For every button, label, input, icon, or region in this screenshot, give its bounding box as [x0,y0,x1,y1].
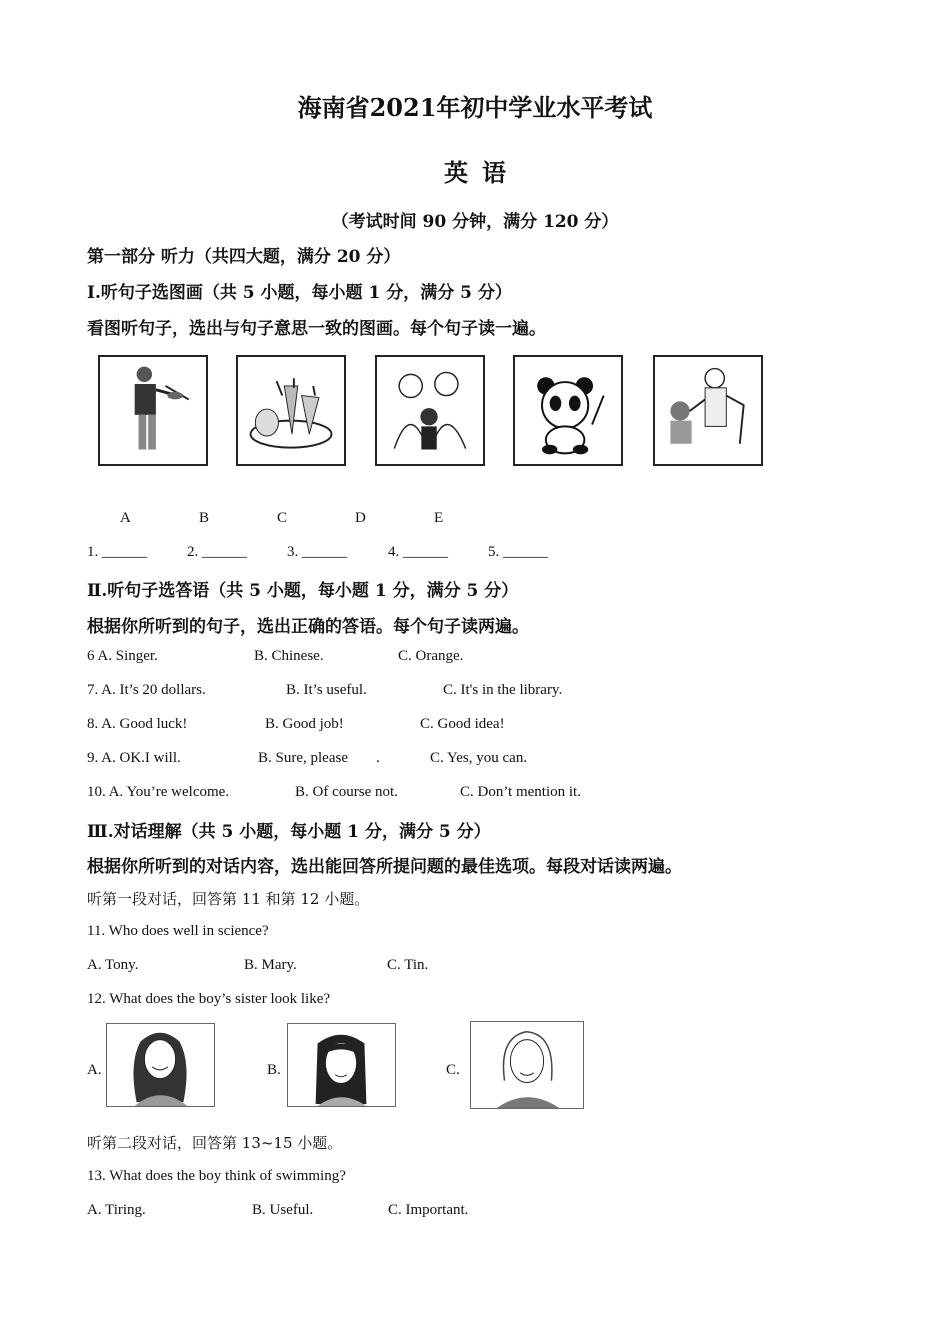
q13-option-c: C. Important. [388,1202,469,1218]
section1-heading: Ⅰ.听句子选图画（共 5 小题，每小题 1 分，满分 5 分） [87,283,512,303]
family-icon [377,357,483,464]
vegetables-icon [238,357,344,464]
q13-option-a: A. Tiring. [87,1202,146,1218]
q11-option-c: C. Tin. [387,957,429,973]
q6-option-b: B. Chinese. [254,648,324,664]
q8-option-a: 8. A. Good luck! [87,716,188,732]
q12-stem: 12. What does the boy’s sister look like? [87,991,331,1007]
q6-option-c: C. Orange. [398,648,464,664]
picture-label-e: E [434,510,444,526]
picture-label-b: B [199,510,210,526]
q6-option-a: 6 A. Singer. [87,648,158,664]
q9-option-c: C. Yes, you can. [430,750,528,766]
panda-icon [515,357,621,464]
answer-blank-4[interactable]: 4. ______ [388,544,448,560]
picture-a [98,355,208,466]
q13-option-b: B. Useful. [252,1202,314,1218]
dentist-icon [655,357,761,464]
section2-heading: Ⅱ.听句子选答语（共 5 小题，每小题 1 分，满分 5 分） [87,581,519,601]
picture-c [375,355,485,466]
q10-option-a: 10. A. You’re welcome. [87,784,230,800]
q13-stem: 13. What does the boy think of swimming? [87,1168,346,1184]
q12-picture-c [470,1021,584,1109]
picture-b [236,355,346,466]
q11-option-b: B. Mary. [244,957,297,973]
q9-option-b-period: . [376,750,380,766]
long-straight-hair-girl-icon [288,1024,395,1106]
picture-label-d: D [355,510,366,526]
picture-label-a: A [120,510,131,526]
picture-label-c: C [277,510,288,526]
q12-picture-a [106,1023,215,1107]
q11-option-a: A. Tony. [87,957,139,973]
subject-title: 英语 [444,158,520,187]
q9-option-a: 9. A. OK.I will. [87,750,181,766]
violinist-icon [100,357,206,464]
short-hair-girl-icon [471,1022,583,1108]
q12-option-a: A. [87,1062,102,1078]
q10-option-b: B. Of course not. [295,784,398,800]
exam-title: 海南省2021年初中学业水平考试 [297,93,653,122]
long-curly-hair-girl-icon [107,1024,214,1106]
answer-blank-1[interactable]: 1. ______ [87,544,147,560]
section3-heading: Ⅲ.对话理解（共 5 小题，每小题 1 分，满分 5 分） [87,822,491,842]
dialog2-note: 听第二段对话，回答第 13~15 小题。 [87,1134,343,1152]
exam-info: （考试时间 90 分钟，满分 120 分） [331,212,619,232]
answer-blank-2[interactable]: 2. ______ [187,544,247,560]
picture-d [513,355,623,466]
section2-instruction: 根据你所听到的句子，选出正确的答语。每个句子读两遍。 [87,617,529,637]
q9-option-b: B. Sure, please [258,750,348,766]
q8-option-c: C. Good idea! [420,716,505,732]
answer-blank-5[interactable]: 5. ______ [488,544,548,560]
q8-option-b: B. Good job! [265,716,344,732]
dialog1-note: 听第一段对话，回答第 11 和第 12 小题。 [87,890,370,908]
q7-option-c: C. It's in the library. [443,682,563,698]
section1-instruction: 看图听句子，选出与句子意思一致的图画。每个句子读一遍。 [87,319,546,339]
q12-picture-b [287,1023,396,1107]
answer-blank-3[interactable]: 3. ______ [287,544,347,560]
q10-option-c: C. Don’t mention it. [460,784,581,800]
q11-stem: 11. Who does well in science? [87,923,269,939]
q12-option-c: C. [446,1062,460,1078]
section3-instruction: 根据你所听到的对话内容，选出能回答所提问题的最佳选项。每段对话读两遍。 [87,857,682,877]
q7-option-b: B. It’s useful. [286,682,367,698]
q7-option-a: 7. A. It’s 20 dollars. [87,682,206,698]
part1-heading: 第一部分 听力（共四大题，满分 20 分） [87,247,401,267]
picture-e [653,355,763,466]
q12-option-b: B. [267,1062,281,1078]
